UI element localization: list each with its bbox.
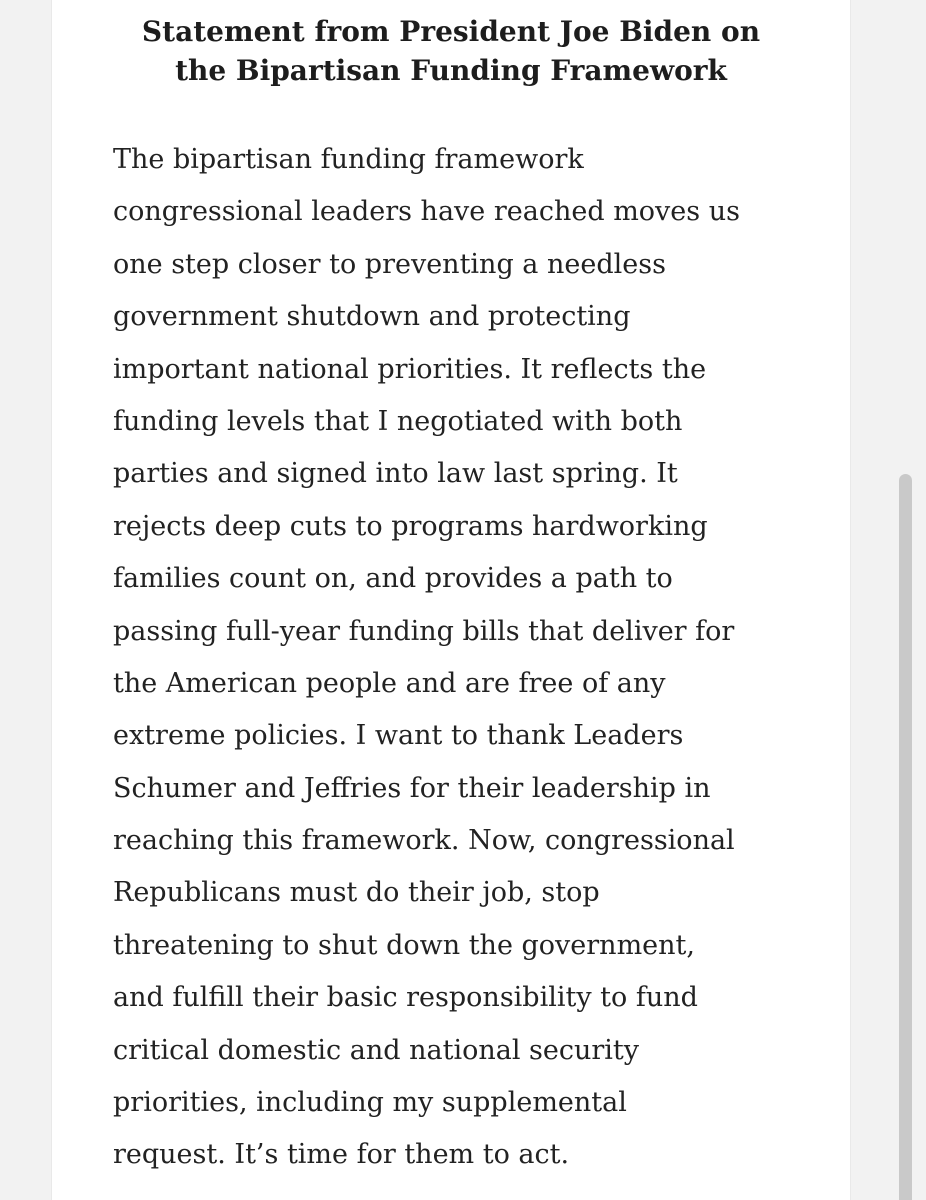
body-line: congressional leaders have reached moves us [113, 196, 740, 228]
vertical-scrollbar-thumb[interactable] [899, 474, 912, 1200]
body-line: and fulfill their basic responsibility to fund [113, 982, 698, 1014]
article-title-line-1: Statement from President Joe Biden on [141, 15, 761, 48]
body-line: important national priorities. It reflects the [113, 353, 707, 385]
body-line: critical domestic and national security [113, 1034, 640, 1066]
body-line: Republicans must do their job, stop [113, 877, 600, 909]
body-line: request. It’s time for them to act. [113, 1139, 570, 1171]
article-title [52, 12, 850, 90]
body-line: Schumer and Jeffries for their leadership in [113, 772, 711, 804]
body-line: one step closer to preventing a needless [113, 248, 666, 280]
body-line: reaching this framework. Now, congressional [113, 825, 735, 857]
body-line: funding levels that I negotiated with both [113, 405, 683, 437]
article-title-line-2: the Bipartisan Funding Framework [175, 54, 727, 87]
body-line: extreme policies. I want to thank Leaders [113, 720, 684, 752]
article-card [51, 0, 851, 1200]
body-line: priorities, including my supplemental [113, 1087, 627, 1119]
body-line: government shutdown and protecting [113, 301, 631, 333]
body-line: threatening to shut down the government, [113, 929, 695, 961]
body-line: families count on, and provides a path to [113, 563, 673, 595]
body-line: the American people and are free of any [113, 667, 666, 699]
body-line: passing full-year funding bills that deliver for [113, 615, 735, 647]
body-line: The bipartisan funding framework [113, 144, 584, 175]
body-line: rejects deep cuts to programs hardworking [113, 510, 708, 542]
article-body [113, 134, 813, 1182]
body-line: parties and signed into law last spring. It [113, 458, 678, 490]
